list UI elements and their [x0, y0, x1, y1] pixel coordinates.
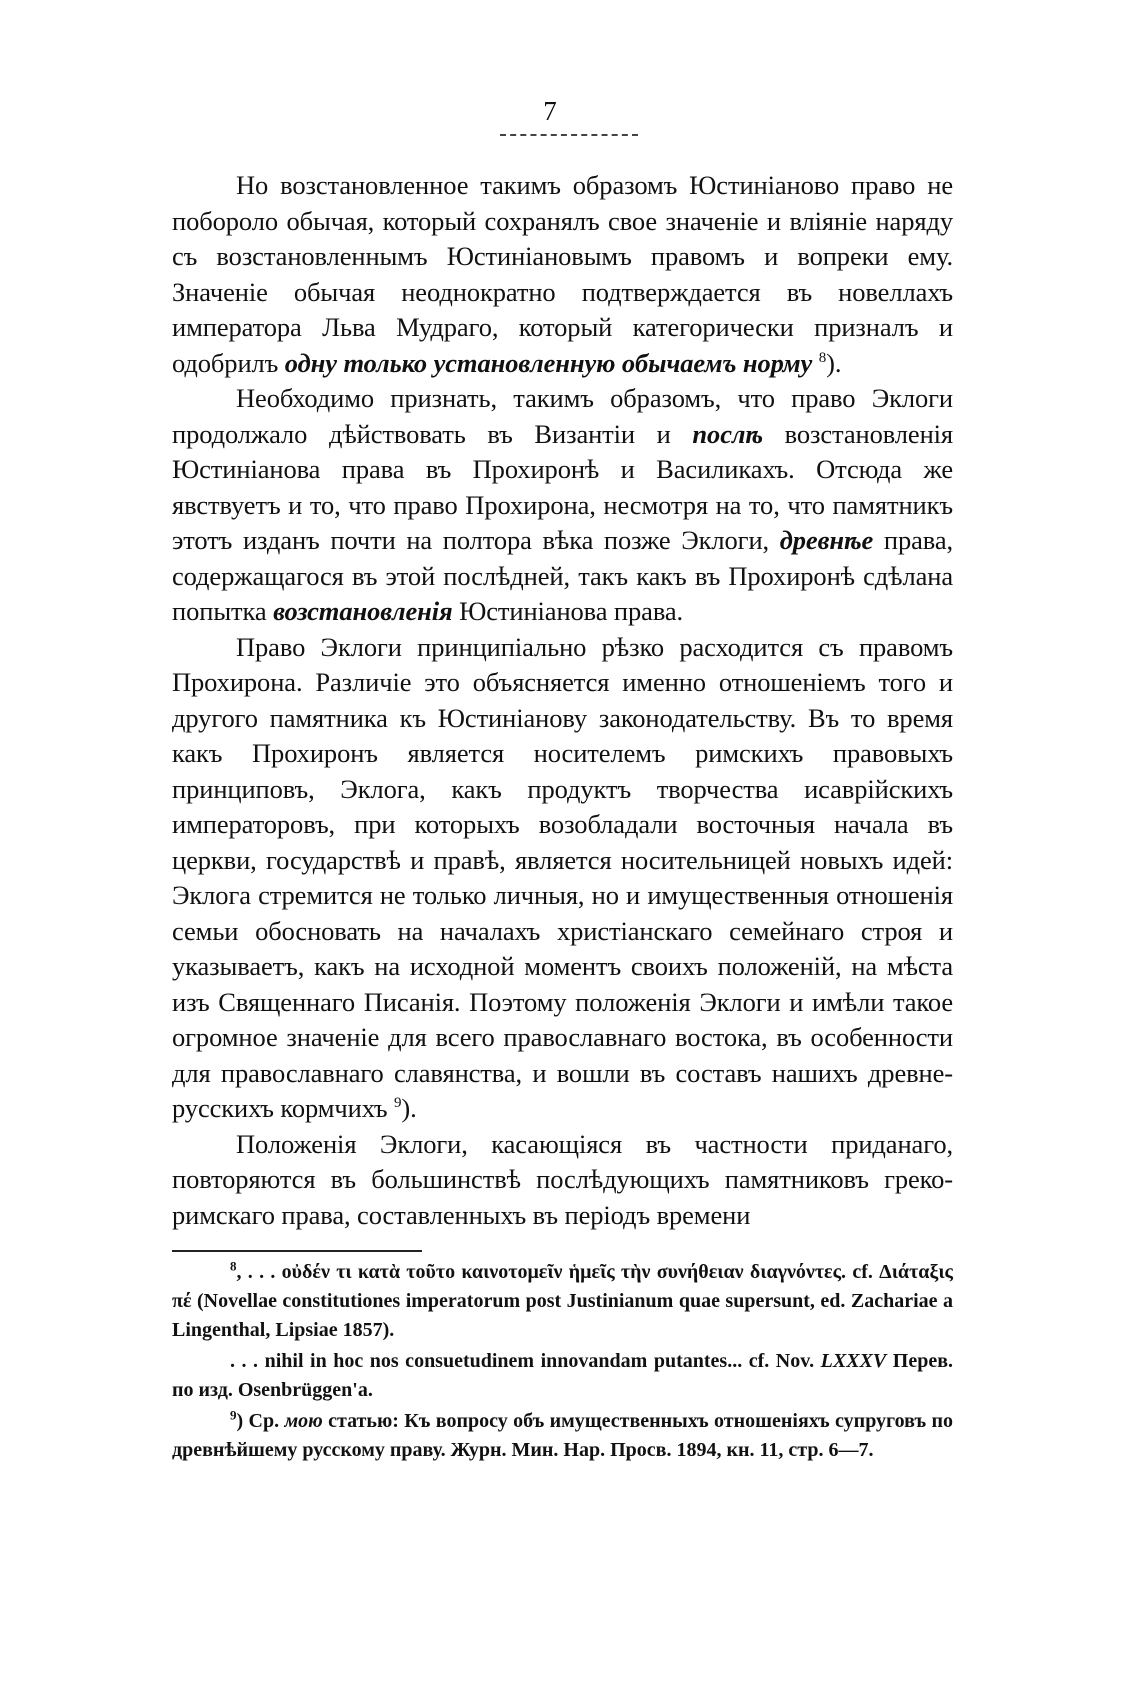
- footnote-8-greek-text: , . . . οὐδέν τι κατὰ τοῦτο καινοτομεῖν ἡμεῖς τὴν συνήθειαν διαγνόντες. cf. Διάταξις πέ (Novellae constitutiones imperatorum post Justinianum quae supersunt, ed. Zachariae a Lingenthal, Lipsiae 1857).: [172, 1261, 953, 1341]
- footnote-9: [172, 1407, 953, 1465]
- footnote-8-latin-text-2: Перев. по изд. Osenbrüggen'a.: [172, 1350, 954, 1401]
- footnote-9-mark: 9: [230, 1407, 237, 1423]
- paragraph-2-text-4: Юстиніанова права.: [452, 596, 684, 626]
- footnote-8-mark: 8: [230, 1258, 237, 1274]
- paragraph-2-text-3: права, содержащагося въ этой послѣдней, такъ какъ въ Прохиронѣ сдѣлана попытка: [172, 525, 954, 626]
- paragraph-3-end: ).: [401, 1093, 417, 1123]
- footnote-9-emphasis: мою: [284, 1410, 323, 1432]
- paragraph-1-text: Но возстановленное такимъ образомъ Юстиніаново право не поборолo обычая, который сохранялъ свое значеніе и вліяніе наряду съ возстановленнымъ Юстиніановымъ правомъ и вопреки ему. Значеніе обычая неоднократно подтверждается въ новеллахъ императора Льва Мудраго, который категорически призналъ и одобрилъ: [172, 170, 953, 378]
- paragraph-2-emphasis-1: послѣ: [692, 418, 763, 449]
- paragraph-4: [172, 1127, 953, 1234]
- footnote-separator: [172, 1250, 422, 1252]
- main-text: [172, 168, 953, 1233]
- paragraph-3-text: Право Эклоги принципіально рѣзко расходится съ правомъ Прохирона. Различіе это объясняется именно отношеніемъ того и другого памятника къ Юстиніанову законодательству. Въ то время какъ Прохиронъ является носителемъ римскихъ правовыхъ принциповъ, Эклога, какъ продуктъ творчества исаврійскихъ императоровъ, при которыхъ возобладали восточныя начала въ церкви, государствѣ и правѣ, является носительницей новыхъ идей: Эклога стремится не только личныя, но и имущественныя отношенія семьи обосновать на началахъ христіанскаго семейнаго строя и указываетъ, какъ на исходной моментъ своихъ положеній, на мѣста изъ Священнаго Писанія. Поэтому положенія Эклоги и имѣли такое огромное значеніе для всего православнаго востока, въ особенности для православнаго славянства, и вошли въ составъ нашихъ древне-русскихъ кормчихъ: [172, 631, 953, 1123]
- paragraph-2-emphasis-3: возстановленія: [273, 596, 453, 626]
- footnote-8-latin-emphasis: LXXXV: [820, 1350, 887, 1372]
- footnote-ref-8: 8: [818, 349, 827, 366]
- paragraph-1: [172, 168, 953, 381]
- page-number-rule: [500, 134, 638, 136]
- footnote-9-text-2: статью: Къ вопросу объ имущественныхъ отношеніяхъ супруговъ по древнѣйшему русскому праву. Журн. Мин. Нар. Просв. 1894, кн. 11, стр. 6—7.: [172, 1410, 953, 1461]
- paragraph-2-text-2: возстановленія Юстиніанова права въ Прохиронѣ и Василикахъ. Отсюда же явствуетъ и то, что право Прохирона, несмотря на то, что памятникъ этотъ изданъ почти на полтора вѣка позже Эклоги,: [172, 418, 954, 555]
- footnote-ref-9: 9: [393, 1095, 402, 1112]
- paragraph-1-end: ).: [826, 347, 842, 378]
- paragraph-2: [172, 381, 953, 630]
- footnote-8-latin: [172, 1347, 953, 1405]
- footnotes: [172, 1258, 953, 1467]
- paragraph-4-text: Положенія Эклоги, касающіяся въ частности приданаго, повторяются въ большинствѣ послѣдующихъ памятниковъ греко-римскаго права, составленныхъ въ періодъ времени: [172, 1128, 953, 1230]
- paragraph-3: [172, 630, 953, 1127]
- paragraph-1-emphasis: одну только установленную обычаемъ норму: [284, 347, 813, 378]
- footnote-8-greek: [172, 1258, 953, 1345]
- footnote-9-text-1: ) Ср.: [236, 1410, 285, 1432]
- paragraph-2-text-1: Необходимо признать, такимъ образомъ, что право Эклоги продолжало дѣйствовать въ Византіи и: [172, 383, 953, 449]
- paragraph-2-emphasis-2: древнѣе: [779, 525, 874, 555]
- page-number: 7: [543, 96, 557, 126]
- footnote-8-latin-text-1: . . . nihil in hoc nos consuetudinem innovandam putantes... cf. Nov.: [230, 1350, 821, 1372]
